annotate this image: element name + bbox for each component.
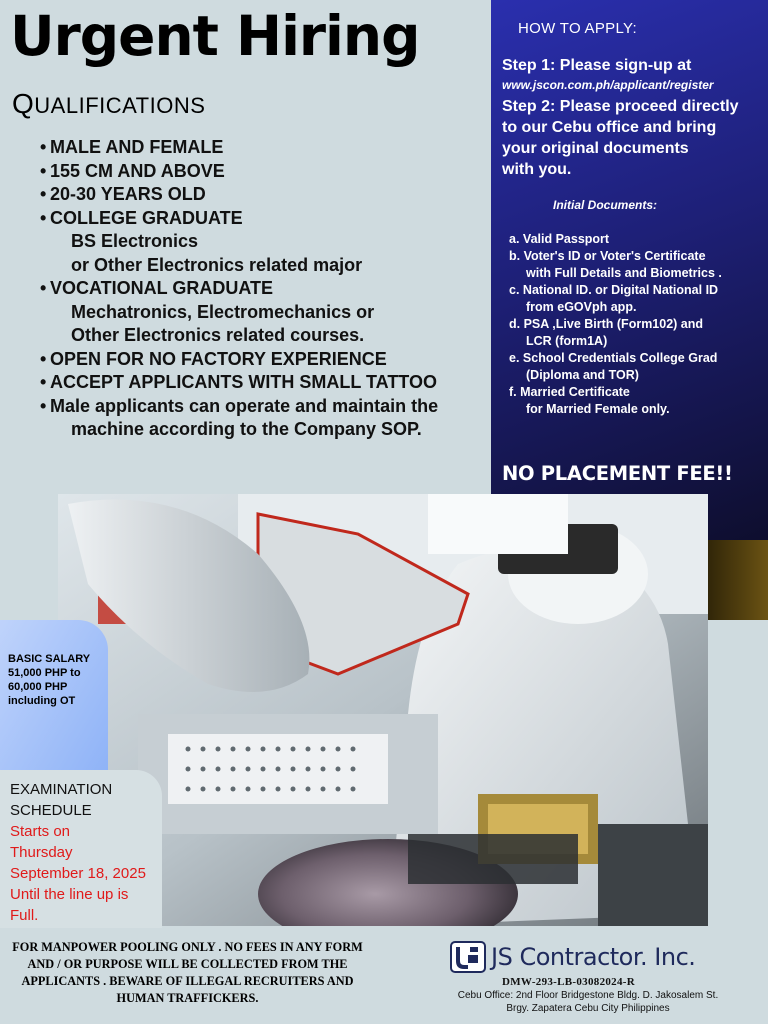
document-item-continuation: LCR (form1A) — [526, 334, 608, 348]
step-2-line: Step 2: Please proceed directly — [502, 98, 739, 115]
step-2-line: your original documents — [502, 140, 689, 157]
step-2-text — [502, 96, 768, 180]
exam-detail-line: Starts on — [10, 823, 71, 840]
exam-details — [10, 821, 162, 926]
headline: Urgent Hiring — [10, 4, 420, 68]
exam-title — [10, 779, 162, 821]
disclaimer-line: HUMAN TRAFFICKERS. — [116, 991, 259, 1005]
qualification-item: • VOCATIONAL GRADUATE — [40, 277, 490, 301]
document-item-text: School Credentials College Grad — [522, 351, 718, 365]
document-item-text: Married Certificate — [520, 385, 630, 399]
qualifications-list — [40, 136, 490, 442]
qualification-item: machine according to the Company SOP. — [71, 419, 422, 439]
document-item — [509, 350, 768, 384]
license-number: DMW-293-LB-03082024-R — [502, 976, 635, 988]
step-2-line: with you. — [502, 161, 572, 178]
qualification-item: • Male applicants can operate and maintain the — [40, 395, 490, 419]
document-item-text: PSA ,Live Birth (Form102) and — [523, 317, 704, 331]
qualification-item: • ACCEPT APPLICANTS WITH SMALL TATTOO — [40, 371, 490, 395]
office-address — [438, 989, 738, 1015]
how-to-apply-panel — [491, 0, 768, 540]
qualification-item: • OPEN FOR NO FACTORY EXPERIENCE — [40, 348, 490, 372]
document-item — [509, 248, 768, 282]
exam-title-line: SCHEDULE — [10, 802, 92, 819]
salary-line: including OT — [8, 695, 76, 707]
exam-title-line: EXAMINATION — [10, 781, 113, 798]
initial-documents-title: Initial Documents: — [553, 198, 658, 212]
document-item-continuation: (Diploma and TOR) — [526, 368, 639, 382]
company-logo-icon — [450, 941, 486, 973]
disclaimer-line: FOR MANPOWER POOLING ONLY . NO FEES IN ANY FORM — [12, 940, 363, 954]
salary-line: 60,000 PHP — [8, 681, 68, 693]
qualification-item: Mechatronics, Electromechanics or — [71, 301, 375, 322]
document-item-continuation: for Married Female only. — [526, 402, 670, 416]
no-fee-banner: NO PLACEMENT FEE!! — [502, 462, 733, 485]
document-item — [509, 231, 768, 248]
disclaimer-line: APPLICANTS . BEWARE OF ILLEGAL RECRUITERS AND — [21, 974, 354, 988]
qualification-item: • MALE AND FEMALE — [40, 136, 490, 160]
step-1-text: Step 1: Please sign-up at — [502, 57, 692, 74]
document-item-letter: f. — [509, 385, 517, 399]
address-line: Cebu Office: 2nd Floor Bridgestone Bldg. D. Jakosalem St. — [457, 990, 719, 1001]
document-item-letter: a. — [509, 232, 520, 246]
register-url[interactable]: www.jscon.com.ph/applicant/register — [502, 78, 714, 92]
document-item-text: Valid Passport — [522, 232, 610, 246]
initial-documents-list — [509, 231, 768, 418]
qualifications-title: QUALIFICATIONS — [12, 88, 206, 119]
qualification-item: BS Electronics — [71, 231, 199, 251]
exam-detail-line: Until the line up is — [10, 886, 129, 903]
qualification-item: • 20-30 YEARS OLD — [40, 183, 490, 207]
salary-line: BASIC SALARY — [8, 653, 91, 665]
qualification-item: or Other Electronics related major — [71, 254, 363, 275]
document-item-continuation: with Full Details and Biometrics . — [526, 266, 722, 280]
exam-detail-line: Thursday — [10, 844, 73, 861]
document-item — [509, 316, 768, 350]
step-2-line: to our Cebu office and bring — [502, 119, 717, 136]
examination-schedule-card — [0, 770, 162, 928]
document-item-letter: d. — [509, 317, 521, 331]
qualification-item: Other Electronics related courses. — [71, 325, 365, 345]
document-item — [509, 384, 768, 418]
document-item — [509, 282, 768, 316]
how-to-apply-title: HOW TO APPLY: — [518, 20, 637, 37]
document-item-text: National ID. or Digital National ID — [522, 283, 719, 297]
document-item-text: Voter's ID or Voter's Certificate — [523, 249, 706, 263]
document-item-continuation: from eGOVph app. — [526, 300, 637, 314]
basic-salary-card — [0, 620, 108, 770]
qualification-item: • 155 CM AND ABOVE — [40, 160, 490, 184]
exam-detail-line: September 18, 2025 — [10, 865, 146, 882]
qualification-item: • COLLEGE GRADUATE — [40, 207, 490, 231]
document-item-letter: c. — [509, 283, 520, 297]
address-line: Brgy. Zapatera Cebu City Philippines — [506, 1003, 670, 1014]
exam-detail-line: Full. — [10, 907, 39, 924]
disclaimer-text — [5, 939, 370, 1007]
company-name: JS Contractor. Inc. — [491, 943, 696, 971]
document-item-letter: b. — [509, 249, 521, 263]
document-item-letter: e. — [509, 351, 520, 365]
salary-line: 51,000 PHP to — [8, 667, 81, 679]
disclaimer-line: AND / OR PURPOSE WILL BE COLLECTED FROM THE — [27, 957, 348, 971]
